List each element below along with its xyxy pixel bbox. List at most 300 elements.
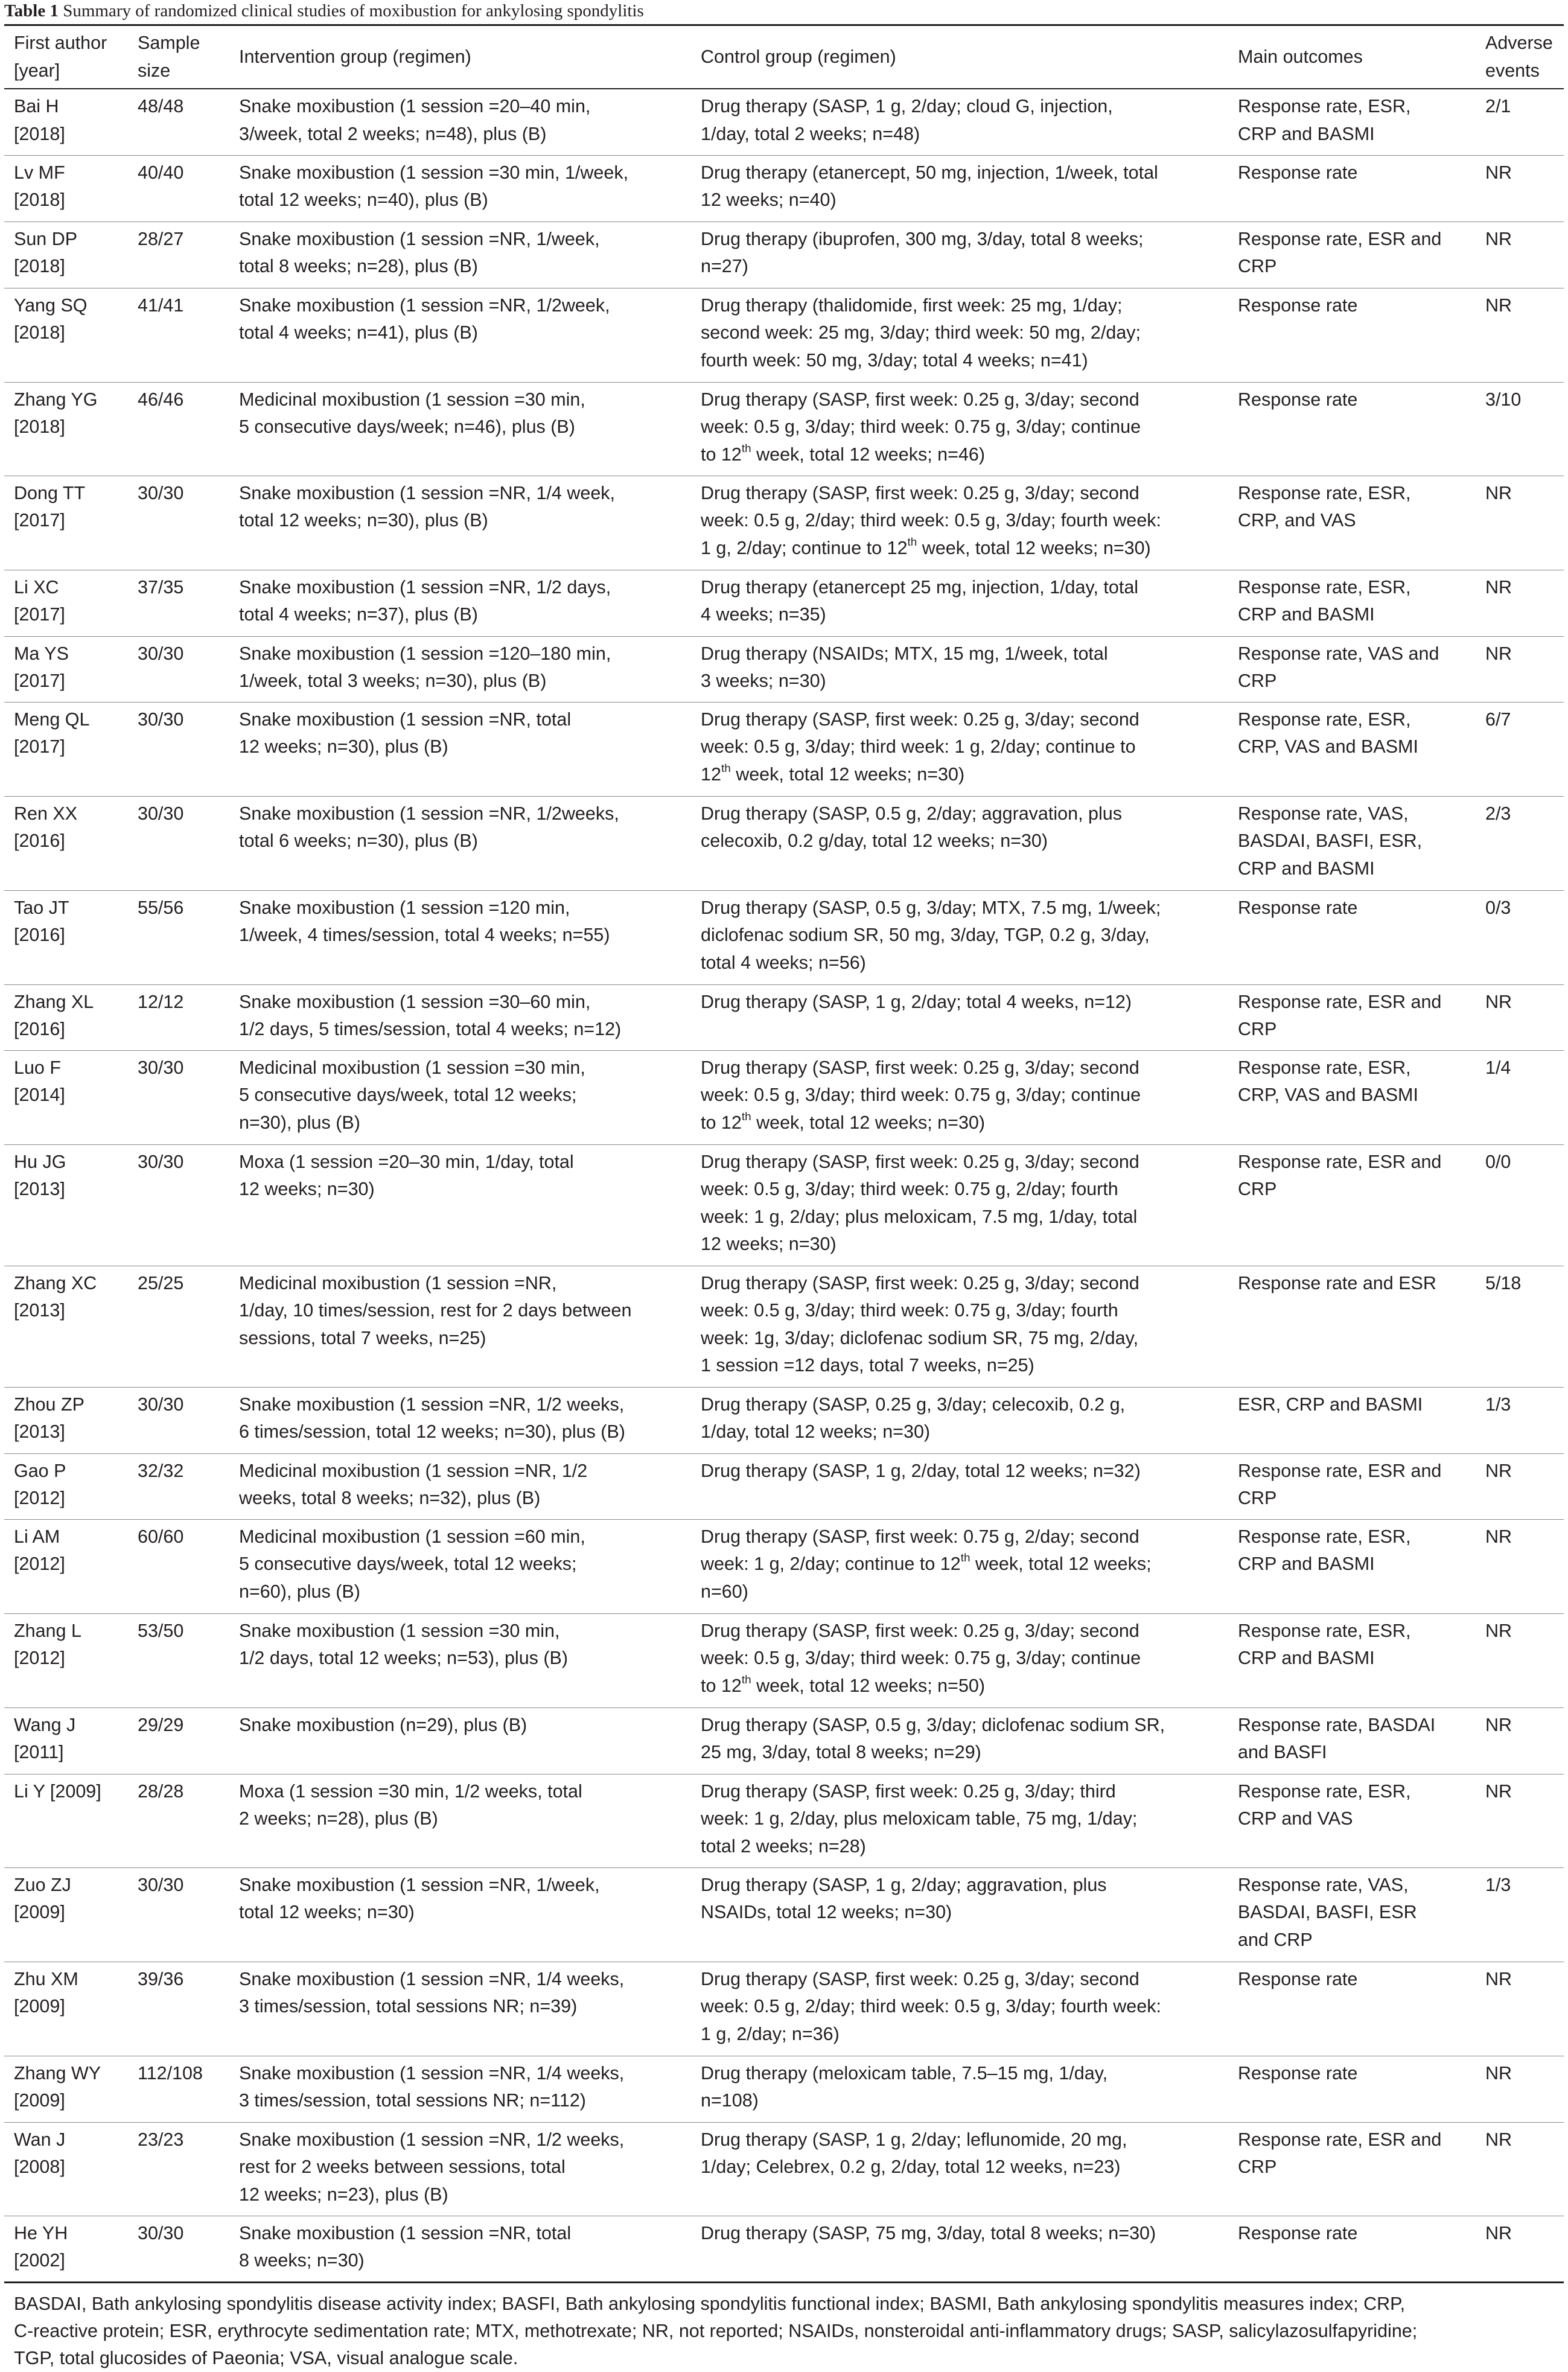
cell-line: 30/30 (138, 2222, 184, 2243)
cell-first-author (4, 2056, 128, 2122)
cell-line: 1/day, total 2 weeks; n=48) (701, 123, 920, 144)
cell-line: CRP, and VAS (1238, 510, 1356, 531)
cell-line: 37/35 (138, 576, 184, 598)
cell-line: Drug therapy (SASP, first week: 0.25 g, 3/day; second (701, 389, 1139, 410)
cell-line: Response rate, ESR and (1238, 228, 1442, 249)
cell-line: [2008] (14, 2157, 65, 2177)
cell-sample-size (128, 288, 229, 382)
studies-table (4, 24, 1564, 2283)
cell-line: CRP and BASMI (1238, 123, 1375, 144)
cell-control (691, 702, 1228, 796)
table-row (4, 702, 1564, 796)
cell-line: 1/day; Celebrex, 0.2 g, 2/day, total 12 weeks, n=23) (701, 2157, 1121, 2177)
table-row (4, 382, 1564, 476)
cell-line: 5 consecutive days/week, total 12 weeks; (239, 1554, 577, 1574)
cell-line: Zhou ZP (14, 1394, 84, 1415)
cell-line: Zhang L (14, 1620, 81, 1641)
cell-first-author (4, 2122, 128, 2216)
cell-line: [2012] (14, 1648, 65, 1668)
cell-line: Wan J (14, 2129, 66, 2150)
cell-line: [2014] (14, 1085, 65, 1105)
cell-control (691, 570, 1228, 636)
cell-control (691, 1387, 1228, 1453)
cell-line: Drug therapy (SASP, 1 g, 2/day; aggravation, plus (701, 1874, 1107, 1895)
cell-control (691, 796, 1228, 890)
cell-line: n=60) (701, 1581, 748, 1602)
cell-line: 40/40 (138, 162, 184, 183)
cell-line: Bai H (14, 96, 59, 116)
cell-line: Medicinal moxibustion (1 session =30 min, (239, 1057, 585, 1078)
table-row (4, 1962, 1564, 2056)
cell-line: 30/30 (138, 482, 184, 503)
cell-main-outcomes (1228, 1387, 1476, 1453)
cell-first-author (4, 636, 128, 702)
cell-main-outcomes (1228, 1962, 1476, 2056)
cell-line: Response rate and ESR (1238, 1272, 1436, 1293)
cell-main-outcomes (1228, 890, 1476, 984)
cell-line: Drug therapy (SASP, 75 mg, 3/day, total 8 weeks; n=30) (701, 2222, 1156, 2243)
cell-adverse-events (1476, 1266, 1564, 1387)
cell-line: week: 0.5 g, 3/day; third week: 0.75 g, 3/day; continue (701, 1648, 1141, 1668)
cell-line: 0/0 (1485, 1151, 1511, 1172)
cell-line: NR (1485, 2129, 1512, 2150)
cell-main-outcomes (1228, 476, 1476, 570)
table-row (4, 1144, 1564, 1266)
cell-intervention (229, 702, 691, 796)
table-row (4, 476, 1564, 570)
cell-line: Drug therapy (SASP, first week: 0.25 g, 3/day; third (701, 1781, 1116, 1802)
cell-line: 6/7 (1485, 709, 1511, 730)
cell-line: NR (1485, 991, 1512, 1012)
cell-sample-size (128, 796, 229, 890)
cell-line: CRP and BASMI (1238, 1554, 1375, 1574)
cell-control (691, 1962, 1228, 2056)
table-row (4, 984, 1564, 1050)
cell-intervention (229, 570, 691, 636)
cell-line: week: 0.5 g, 3/day; third week: 0.75 g, 3/day; continue (701, 1085, 1141, 1105)
cell-line: Drug therapy (SASP, 1 g, 2/day; cloud G, injection, (701, 96, 1113, 116)
cell-first-author (4, 288, 128, 382)
cell-line: weeks, total 8 weeks; n=32), plus (B) (239, 1488, 541, 1508)
cell-line: week: 0.5 g, 2/day; third week: 0.5 g, 3/day; fourth week: (701, 510, 1161, 531)
cell-sample-size (128, 984, 229, 1050)
cell-adverse-events (1476, 2216, 1564, 2282)
cell-line: Sun DP (14, 228, 78, 249)
cell-sample-size (128, 2216, 229, 2282)
cell-line: 2/1 (1485, 96, 1511, 116)
cell-adverse-events (1476, 1519, 1564, 1613)
cell-line: and BASFI (1238, 1742, 1327, 1762)
cell-line: 3/week, total 2 weeks; n=48), plus (B) (239, 123, 547, 144)
cell-line: 4 weeks; n=35) (701, 604, 826, 625)
cell-line: Response rate, ESR, (1238, 1057, 1411, 1078)
cell-line: total 12 weeks; n=30), plus (B) (239, 510, 488, 531)
cell-control (691, 476, 1228, 570)
cell-line: ESR, CRP and BASMI (1238, 1394, 1423, 1415)
cell-line: 1 g, 2/day; continue to 12th week, total 12 weeks; n=30) (701, 535, 1151, 558)
cell-line: [2013] (14, 1421, 65, 1442)
cell-intervention (229, 1050, 691, 1144)
cell-line: Snake moxibustion (1 session =NR, 1/2weeks, (239, 803, 619, 824)
cell-line: NR (1485, 295, 1512, 316)
cell-line: [2017] (14, 510, 65, 531)
cell-intervention (229, 890, 691, 984)
cell-first-author (4, 890, 128, 984)
cell-line: Snake moxibustion (1 session =120–180 min, (239, 643, 611, 664)
cell-adverse-events (1476, 890, 1564, 984)
table-footnote (4, 2283, 1564, 2372)
cell-control (691, 89, 1228, 155)
cell-line: [2009] (14, 2090, 65, 2111)
cell-adverse-events (1476, 1144, 1564, 1266)
cell-line: week: 1 g, 2/day; plus meloxicam, 7.5 mg, 1/day, total (701, 1206, 1138, 1227)
cell-line: Medicinal moxibustion (1 session =NR, (239, 1272, 557, 1293)
cell-intervention (229, 2122, 691, 2216)
cell-intervention (229, 2056, 691, 2122)
cell-line: and CRP (1238, 1929, 1313, 1950)
cell-line: 28/27 (138, 228, 184, 249)
cell-line: Dong TT (14, 482, 86, 503)
cell-line: Response rate (1238, 2062, 1358, 2083)
cell-sample-size (128, 1266, 229, 1387)
cell-main-outcomes (1228, 984, 1476, 1050)
cell-line: 1/week, total 3 weeks; n=30), plus (B) (239, 671, 547, 691)
footnote-line: TGP, total glucosides of Paeonia; VSA, visual analogue scale. (14, 2347, 518, 2368)
cell-sample-size (128, 2056, 229, 2122)
cell-line: week: 0.5 g, 3/day; third week: 1 g, 2/day; continue to (701, 736, 1136, 757)
cell-line: Li Y [2009] (14, 1781, 101, 1802)
cell-first-author (4, 984, 128, 1050)
cell-line: Zhang YG (14, 389, 98, 410)
cell-line: Drug therapy (etanercept 25 mg, injection, 1/day, total (701, 576, 1139, 598)
cell-line: 3/10 (1485, 389, 1522, 410)
cell-line: Drug therapy (thalidomide, first week: 25 mg, 1/day; (701, 295, 1123, 316)
cell-line: Response rate, ESR, (1238, 96, 1411, 116)
cell-adverse-events (1476, 1613, 1564, 1707)
cell-sample-size (128, 636, 229, 702)
cell-intervention (229, 1774, 691, 1867)
cell-first-author (4, 1453, 128, 1519)
cell-first-author (4, 155, 128, 222)
cell-line: Medicinal moxibustion (1 session =NR, 1/2 (239, 1460, 588, 1481)
cell-line: total 12 weeks; n=30) (239, 1902, 415, 1922)
cell-line: Drug therapy (SASP, first week: 0.25 g, 3/day; second (701, 1968, 1139, 1989)
cell-line: Snake moxibustion (1 session =NR, 1/2week, (239, 295, 610, 316)
cell-control (691, 1613, 1228, 1707)
table-label: Table 1 (4, 1, 59, 21)
cell-line: BASDAI, BASFI, ESR, (1238, 831, 1423, 851)
cell-line: He YH (14, 2222, 68, 2243)
cell-first-author (4, 1050, 128, 1144)
cell-line: Adverse (1485, 33, 1553, 53)
cell-line: NR (1485, 2062, 1512, 2083)
table-caption (4, 0, 1564, 24)
cell-adverse-events (1476, 1050, 1564, 1144)
cell-intervention (229, 1867, 691, 1962)
cell-line: 29/29 (138, 1714, 184, 1735)
cell-line: CRP, VAS and BASMI (1238, 736, 1418, 757)
cell-line: Response rate, ESR and (1238, 1151, 1442, 1172)
cell-line: Response rate (1238, 897, 1358, 918)
cell-line: CRP (1238, 1488, 1277, 1508)
cell-adverse-events (1476, 288, 1564, 382)
cell-line: 30/30 (138, 1874, 184, 1895)
cell-sample-size (128, 570, 229, 636)
cell-line: total 4 weeks; n=37), plus (B) (239, 604, 478, 625)
cell-line: Drug therapy (SASP, 1 g, 2/day, total 12 weeks; n=32) (701, 1460, 1141, 1481)
table-row (4, 2216, 1564, 2282)
cell-line: Response rate (1238, 389, 1358, 410)
cell-line: NR (1485, 643, 1512, 664)
cell-line: 0/3 (1485, 897, 1511, 918)
cell-line: CRP, VAS and BASMI (1238, 1085, 1418, 1105)
cell-line: 12 weeks; n=30), plus (B) (239, 736, 448, 757)
cell-line: 12 weeks; n=30) (701, 1234, 837, 1254)
header-first-author (4, 25, 128, 89)
cell-line: Response rate, VAS and (1238, 643, 1439, 664)
cell-line: Zhang XC (14, 1272, 97, 1293)
cell-adverse-events (1476, 1867, 1564, 1962)
table-header-row (4, 25, 1564, 89)
cell-control (691, 2216, 1228, 2282)
table-row (4, 1387, 1564, 1453)
header-control (691, 25, 1228, 89)
cell-line: Response rate, ESR and (1238, 1460, 1442, 1481)
cell-first-author (4, 570, 128, 636)
cell-first-author (4, 1774, 128, 1867)
cell-adverse-events (1476, 222, 1564, 288)
cell-line: n=27) (701, 256, 748, 276)
cell-intervention (229, 1266, 691, 1387)
cell-main-outcomes (1228, 1050, 1476, 1144)
cell-intervention (229, 222, 691, 288)
cell-line: week: 1g, 3/day; diclofenac sodium SR, 75 mg, 2/day, (701, 1327, 1139, 1348)
cell-line: Moxa (1 session =30 min, 1/2 weeks, total (239, 1781, 582, 1802)
cell-intervention (229, 1519, 691, 1613)
cell-adverse-events (1476, 382, 1564, 476)
cell-line: Li XC (14, 576, 59, 598)
cell-sample-size (128, 1387, 229, 1453)
cell-line: Response rate, VAS, (1238, 1874, 1409, 1895)
cell-line: [2002] (14, 2250, 65, 2271)
cell-line: to 12th week, total 12 weeks; n=46) (701, 442, 986, 465)
cell-control (691, 1266, 1228, 1387)
table-row (4, 2056, 1564, 2122)
cell-line: 1 session =12 days, total 7 weeks, n=25) (701, 1355, 1034, 1376)
cell-line: Response rate, ESR, (1238, 709, 1411, 730)
cell-adverse-events (1476, 1387, 1564, 1453)
footnote-line: C-reactive protein; ESR, erythrocyte sedimentation rate; MTX, methotrexate; NR, not reported; NSAIDs, nonsteroidal anti-inflammatory drugs; SASP, salicylazosulfapyridine; (14, 2320, 1418, 2341)
cell-line: 25 mg, 3/day, total 8 weeks; n=29) (701, 1742, 981, 1762)
cell-intervention (229, 1144, 691, 1266)
cell-line: diclofenac sodium SR, 50 mg, 3/day, TGP, 0.2 g, 3/day, (701, 925, 1150, 945)
table-row (4, 890, 1564, 984)
cell-line: Drug therapy (SASP, 0.25 g, 3/day; celecoxib, 0.2 g, (701, 1394, 1126, 1415)
cell-control (691, 1144, 1228, 1266)
cell-adverse-events (1476, 155, 1564, 222)
cell-line: 55/56 (138, 897, 184, 918)
cell-control (691, 1519, 1228, 1613)
cell-line: 1/4 (1485, 1057, 1511, 1078)
cell-line: Drug therapy (SASP, first week: 0.25 g, 3/day; second (701, 1057, 1139, 1078)
cell-line: [2018] (14, 123, 65, 144)
cell-line: 12/12 (138, 991, 184, 1012)
cell-first-author (4, 222, 128, 288)
cell-line: 2 weeks; n=28), plus (B) (239, 1808, 438, 1829)
cell-line: [year] (14, 60, 60, 81)
cell-line: [2018] (14, 322, 65, 343)
cell-line: NR (1485, 1714, 1512, 1735)
cell-first-author (4, 702, 128, 796)
cell-main-outcomes (1228, 382, 1476, 476)
cell-main-outcomes (1228, 1266, 1476, 1387)
cell-line: [2018] (14, 256, 65, 276)
cell-line: 3 weeks; n=30) (701, 671, 826, 691)
cell-line: Snake moxibustion (1 session =NR, 1/4 week, (239, 482, 616, 503)
cell-line: Gao P (14, 1460, 66, 1481)
cell-line: 5 consecutive days/week; n=46), plus (B) (239, 416, 575, 437)
cell-line: Response rate (1238, 1968, 1358, 1989)
cell-line: 1/3 (1485, 1394, 1511, 1415)
cell-line: size (138, 60, 171, 81)
cell-main-outcomes (1228, 1707, 1476, 1774)
cell-sample-size (128, 2122, 229, 2216)
cell-control (691, 1707, 1228, 1774)
cell-sample-size (128, 1519, 229, 1613)
cell-adverse-events (1476, 1962, 1564, 2056)
cell-line: 6 times/session, total 12 weeks; n=30), plus (B) (239, 1421, 625, 1442)
cell-line: 112/108 (138, 2062, 203, 2083)
cell-control (691, 288, 1228, 382)
cell-line: [2016] (14, 1019, 65, 1039)
cell-line: BASDAI, BASFI, ESR (1238, 1902, 1417, 1922)
cell-line: NR (1485, 1620, 1512, 1641)
cell-line: events (1485, 60, 1540, 81)
cell-sample-size (128, 890, 229, 984)
cell-sample-size (128, 1707, 229, 1774)
cell-line: CRP and VAS (1238, 1808, 1353, 1829)
cell-line: NR (1485, 228, 1512, 249)
cell-line: CRP (1238, 671, 1277, 691)
cell-main-outcomes (1228, 222, 1476, 288)
cell-control (691, 1774, 1228, 1867)
cell-main-outcomes (1228, 288, 1476, 382)
cell-line: Drug therapy (etanercept, 50 mg, injection, 1/week, total (701, 162, 1158, 183)
cell-line: to 12th week, total 12 weeks; n=50) (701, 1673, 986, 1696)
cell-sample-size (128, 155, 229, 222)
cell-line: [2009] (14, 1996, 65, 2017)
cell-line: 23/23 (138, 2129, 184, 2150)
cell-line: 3 times/session, total sessions NR; n=112) (239, 2090, 586, 2111)
cell-line: Snake moxibustion (1 session =30–60 min, (239, 991, 591, 1012)
cell-line: to 12th week, total 12 weeks; n=30) (701, 1110, 986, 1133)
cell-line: Medicinal moxibustion (1 session =30 min, (239, 389, 585, 410)
cell-line: Snake moxibustion (1 session =NR, 1/week, (239, 1874, 600, 1895)
cell-line: Medicinal moxibustion (1 session =60 min, (239, 1526, 585, 1547)
cell-line: 30/30 (138, 709, 184, 730)
cell-main-outcomes (1228, 636, 1476, 702)
cell-line: Drug therapy (SASP, first week: 0.25 g, 3/day; second (701, 1151, 1139, 1172)
cell-line: week: 0.5 g, 3/day; third week: 0.75 g, 2/day; fourth (701, 1179, 1118, 1199)
cell-main-outcomes (1228, 1867, 1476, 1962)
cell-intervention (229, 636, 691, 702)
cell-line: Drug therapy (ibuprofen, 300 mg, 3/day, total 8 weeks; (701, 228, 1144, 249)
table-row (4, 1266, 1564, 1387)
table-row (4, 1519, 1564, 1613)
cell-line: Snake moxibustion (1 session =30 min, (239, 1620, 560, 1641)
cell-sample-size (128, 1144, 229, 1266)
cell-line: Wang J (14, 1714, 76, 1735)
cell-line: 1/day, total 12 weeks; n=30) (701, 1421, 931, 1442)
cell-line: Drug therapy (SASP, 1 g, 2/day; total 4 weeks, n=12) (701, 991, 1132, 1012)
cell-line: 1/2 days, total 12 weeks; n=53), plus (B) (239, 1648, 569, 1668)
header-adverse-events (1476, 25, 1564, 89)
cell-line: [2017] (14, 604, 65, 625)
cell-line: Luo F (14, 1057, 61, 1078)
cell-first-author (4, 476, 128, 570)
cell-line: [2018] (14, 416, 65, 437)
cell-line: second week: 25 mg, 3/day; third week: 50 mg, 2/day; (701, 322, 1141, 343)
cell-sample-size (128, 1050, 229, 1144)
cell-line: 41/41 (138, 295, 184, 316)
cell-line: Snake moxibustion (1 session =NR, total (239, 2222, 572, 2243)
cell-line: Snake moxibustion (1 session =NR, 1/week, (239, 228, 600, 249)
cell-line: 1/day, 10 times/session, rest for 2 days between (239, 1300, 632, 1321)
cell-line: total 4 weeks; n=56) (701, 952, 866, 973)
cell-sample-size (128, 1867, 229, 1962)
cell-line: Main outcomes (1238, 46, 1363, 67)
cell-line: [2011] (14, 1742, 64, 1762)
cell-main-outcomes (1228, 1774, 1476, 1867)
footnote-line: BASDAI, Bath ankylosing spondylitis disease activity index; BASFI, Bath ankylosing spondylitis functional index; BASMI, Bath ankylosing spondylitis measures index; CRP, (14, 2293, 1406, 2314)
cell-intervention (229, 2216, 691, 2282)
cell-line: Meng QL (14, 709, 90, 730)
cell-intervention (229, 1613, 691, 1707)
cell-line: Drug therapy (SASP, 0.5 g, 3/day; diclofenac sodium SR, (701, 1714, 1165, 1735)
cell-line: Drug therapy (SASP, first week: 0.25 g, 3/day; second (701, 1620, 1139, 1641)
cell-line: 12th week, total 12 weeks; n=30) (701, 762, 965, 785)
cell-line: Zuo ZJ (14, 1874, 71, 1895)
cell-adverse-events (1476, 702, 1564, 796)
cell-line: 12 weeks; n=30) (239, 1179, 375, 1199)
cell-line: 30/30 (138, 1151, 184, 1172)
cell-intervention (229, 1707, 691, 1774)
cell-line: NR (1485, 482, 1512, 503)
cell-first-author (4, 89, 128, 155)
cell-line: 12 weeks; n=40) (701, 190, 837, 210)
cell-line: Response rate, ESR, (1238, 1526, 1411, 1547)
table-title: Summary of randomized clinical studies of moxibustion for ankylosing spondylitis (63, 1, 644, 21)
cell-adverse-events (1476, 89, 1564, 155)
cell-line: NR (1485, 162, 1512, 183)
cell-line: 39/36 (138, 1968, 184, 1989)
cell-line: 30/30 (138, 1394, 184, 1415)
cell-line: 5 consecutive days/week, total 12 weeks; (239, 1085, 577, 1105)
cell-line: Yang SQ (14, 295, 88, 316)
cell-intervention (229, 1962, 691, 2056)
cell-line: 3 times/session, total sessions NR; n=39) (239, 1996, 578, 2017)
cell-line: week: 0.5 g, 3/day; third week: 0.75 g, 3/day; continue (701, 416, 1141, 437)
cell-control (691, 1867, 1228, 1962)
cell-line: week: 1 g, 2/day; continue to 12th week, total 12 weeks; (701, 1552, 1152, 1574)
cell-line: [2009] (14, 1902, 65, 1922)
cell-line: Response rate (1238, 2222, 1358, 2243)
cell-line: 25/25 (138, 1272, 184, 1293)
cell-main-outcomes (1228, 2122, 1476, 2216)
cell-intervention (229, 796, 691, 890)
cell-line: total 8 weeks; n=28), plus (B) (239, 256, 478, 276)
cell-line: Drug therapy (SASP, first week: 0.75 g, 2/day; second (701, 1526, 1139, 1547)
